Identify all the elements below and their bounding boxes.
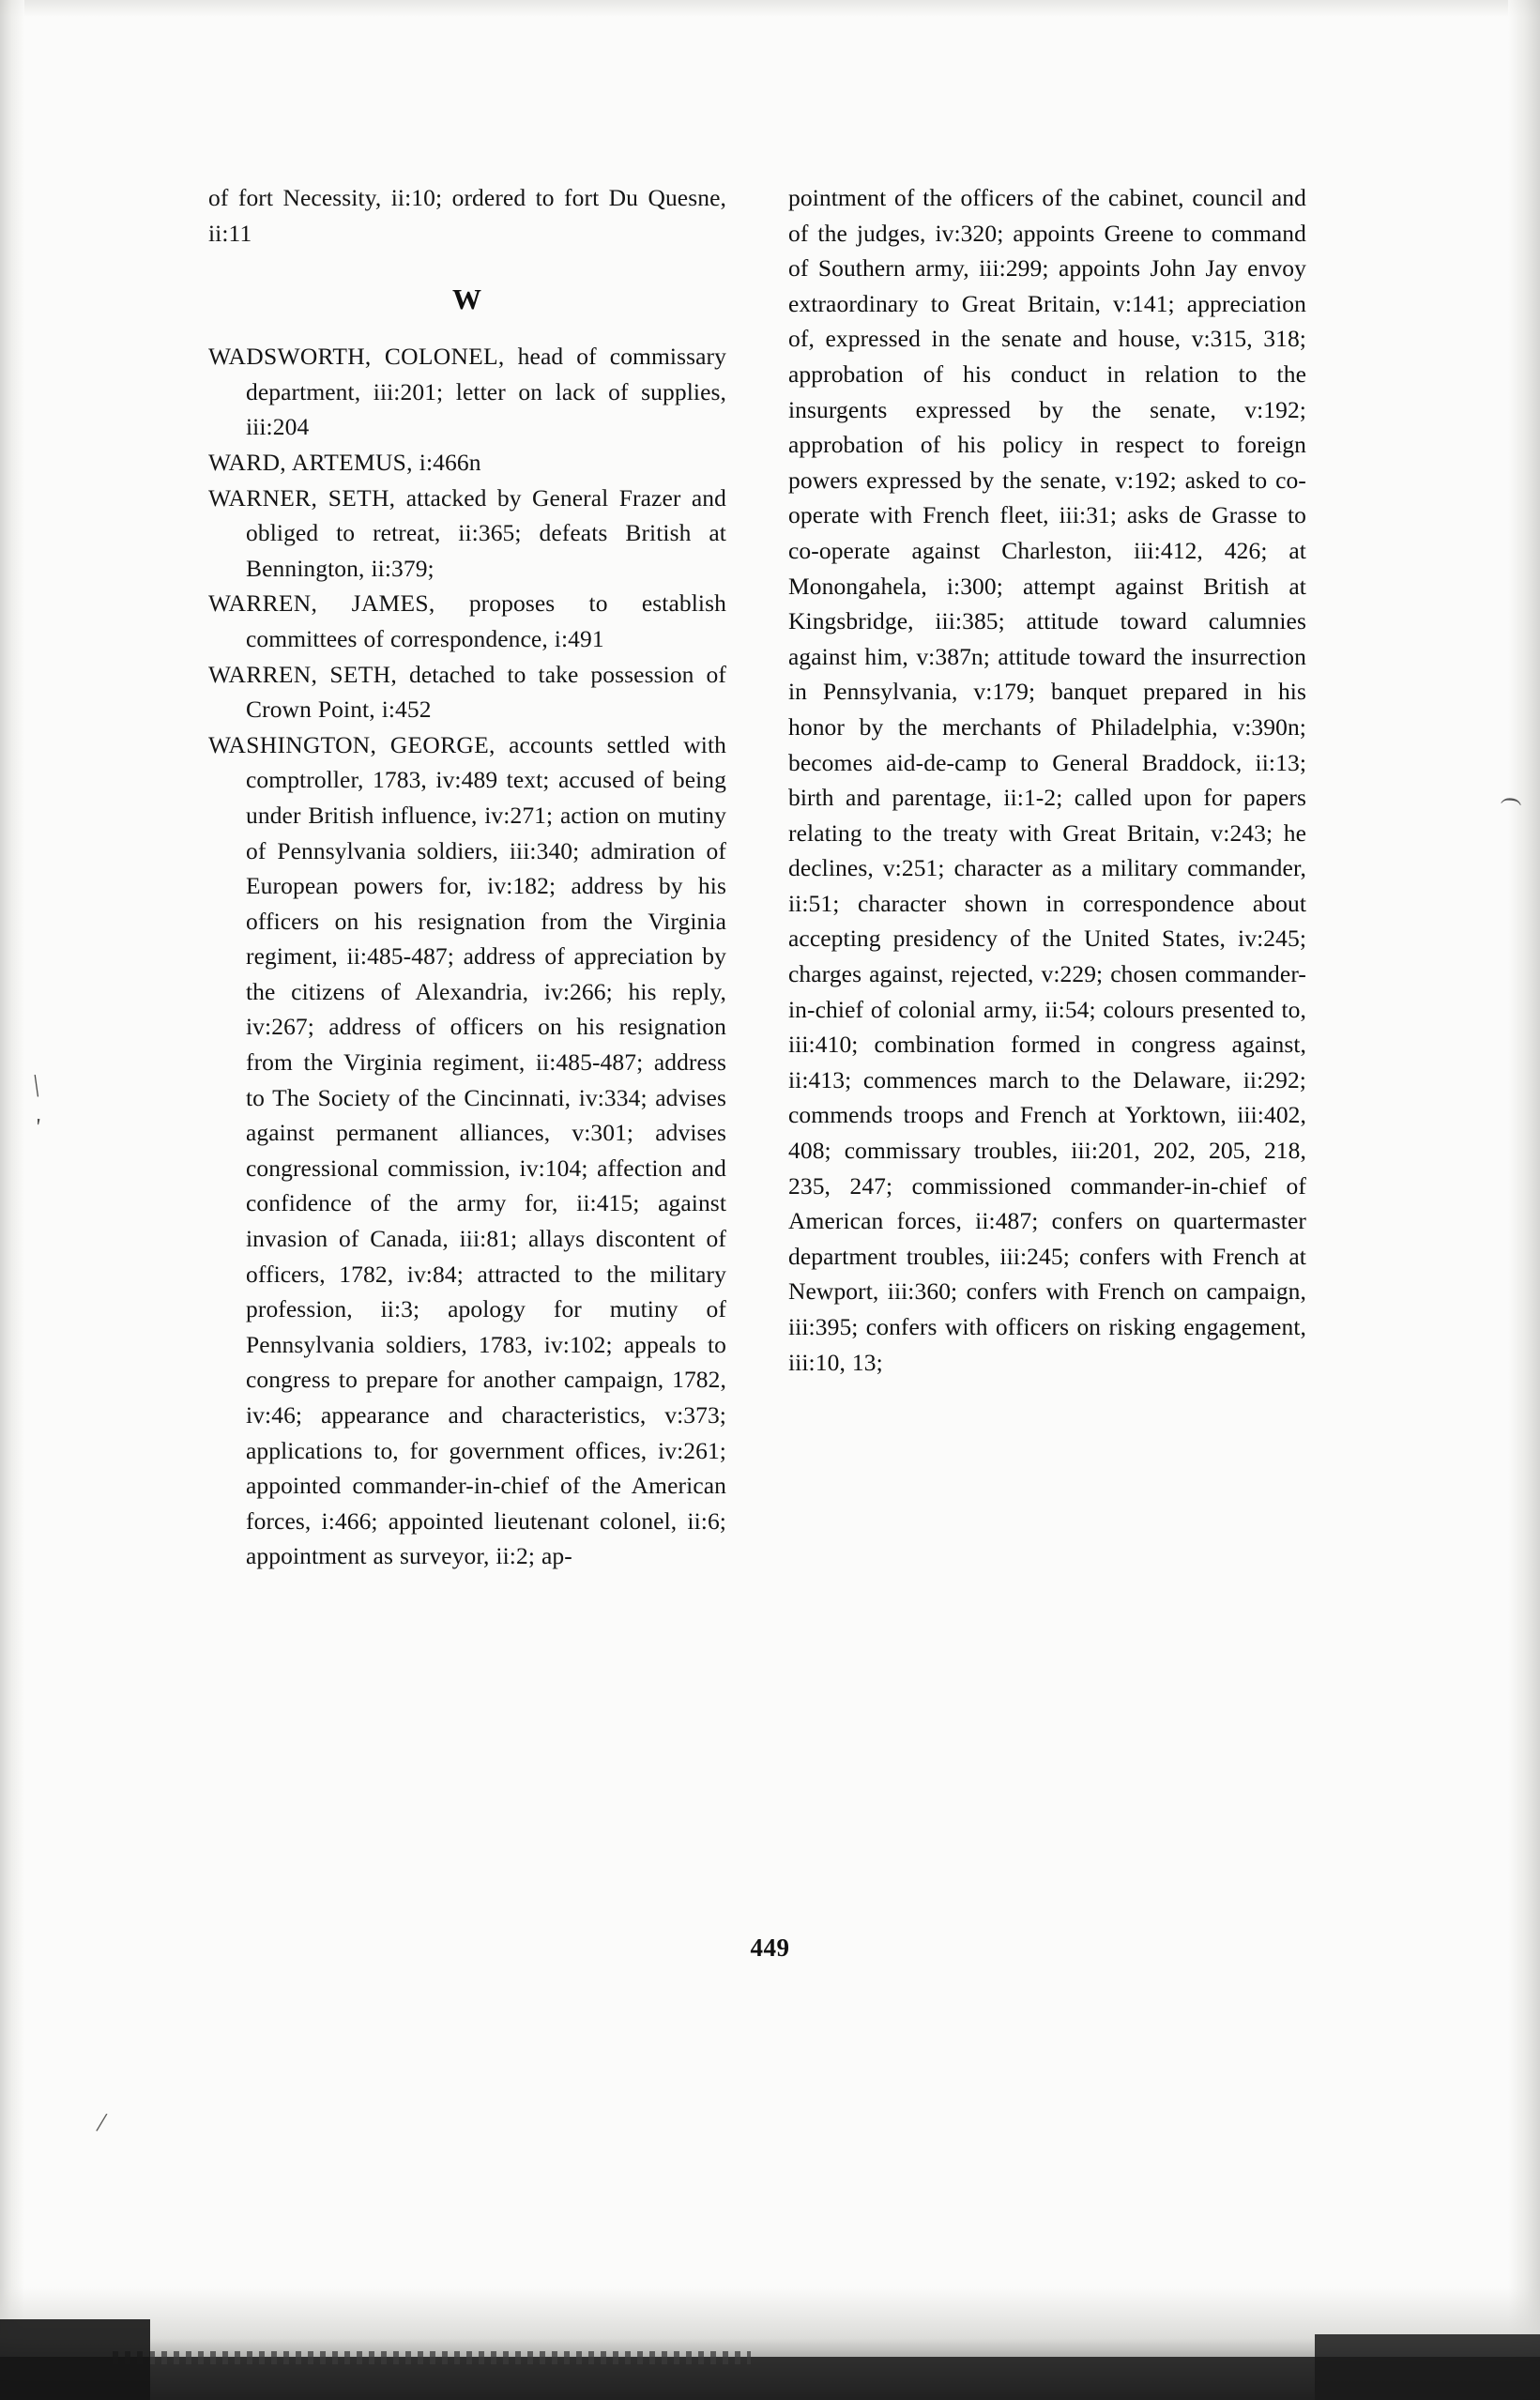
column-left <box>208 180 726 1574</box>
margin-mark-slash: / <box>94 2106 109 2139</box>
section-letter-heading: W <box>452 283 482 316</box>
index-headword: WARD, ARTEMUS, <box>208 448 413 476</box>
index-headword: WARREN, SETH, <box>208 660 397 688</box>
index-entry-warren-seth: WARREN, SETH, detached to take possession of Crown Point, i:452 <box>208 660 726 724</box>
index-headword: WARNER, SETH, <box>208 483 396 512</box>
index-headword: WARREN, JAMES, <box>208 589 435 618</box>
margin-mark-left-2: ' <box>34 1112 42 1141</box>
index-entry-ward: WARD, ARTEMUS, i:466n <box>208 448 481 476</box>
index-headword: WASHINGTON, GEORGE, <box>208 730 496 758</box>
index-entry-warren-james: WARREN, JAMES, proposes to establish committees of correspondence, i:491 <box>208 589 726 652</box>
margin-mark-left: | <box>31 1069 41 1098</box>
index-entry-washington-george: WASHINGTON, GEORGE, accounts settled with comptroller, 1783, iv:489 text; accused of being under British influence, iv:271; action on mutiny of Pennsylvania soldiers, iii:340; admiration of European powers for, iv:182; address by his officers on his resignation from the Virginia regiment, ii:485-487; address of appreciation by the citizens of Alexandria, iv:266; his reply, iv:267; address of officers on his resignation from the Virginia regiment, ii:485-487; address to The Society of the Cincinnati, iv:334; advises against permanent alliances, v:301; advises congressional commission, iv:104; affection and confidence of the army for, ii:415; against invasion of Canada, iii:81; allays discontent of officers, 1782, iv:84; attracted to the military profession, ii:3; apology for mutiny of Pennsylvania soldiers, 1783, iv:102; appeals to congress to prepare for another campaign, 1782, iv:46; appearance and characteristics, v:373; applications to, for government offices, iv:261; appointed commander-in-chief of the American forces, i:466; appointed lieutenant colonel, ii:6; appointment as surveyor, ii:2; ap- <box>208 730 727 1570</box>
index-entry-wadsworth: WADSWORTH, COLONEL, head of commissary department, iii:201; letter on lack of supplies, iii:204 <box>208 343 726 441</box>
margin-mark-right: ( <box>1500 796 1525 806</box>
index-entry-warner: WARNER, SETH, attacked by General Frazer and obliged to retreat, ii:365; defeats British at Bennington, ii:379; <box>208 483 726 582</box>
index-columns <box>208 180 1306 1574</box>
index-entry-washington-continued: pointment of the officers of the cabinet, council and of the judges, iv:320; appoints Greene to command of Southern army, iii:299; appoints John Jay envoy extraordinary to Great Britain, v:141; appreciation of, expressed in the senate and house, v:315, 318; approbation of his conduct in relation to the insurgents expressed by the senate, v:192; approbation of his policy in respect to foreign powers expressed by the senate, v:192; asked to co-operate with French fleet, iii:31; asks de Grasse to co-operate against Charleston, iii:412, 426; at Monongahela, i:300; attempt against British at Kingsbridge, iii:385; attitude toward calumnies against him, v:387n; attitude toward the insurrection in Pennsylvania, v:179; banquet prepared in his honor by the merchants of Philadelphia, v:390n; becomes aid-de-camp to General Braddock, ii:13; birth and parentage, ii:1-2; called upon for papers relating to the treaty with Great Britain, v:243; he declines, v:251; character as a military commander, ii:51; character shown in correspondence about accepting presidency of the United States, iv:245; charges against, rejected, v:229; chosen commander-in-chief of colonial army, ii:54; colours presented to, iii:410; combination formed in congress against, ii:413; commences march to the Delaware, ii:292; commends troops and French at Yorktown, iii:402, 408; commissary troubles, iii:201, 202, 205, 218, 235, 247; commissioned commander-in-chief of American forces, ii:487; confers on quartermaster department troubles, iii:245; confers with French at Newport, iii:360; confers with French on campaign, iii:395; confers with officers on risking engagement, iii:10, 13; <box>788 184 1306 1376</box>
index-headword: WADSWORTH, COLONEL, <box>208 343 505 371</box>
index-entry-continuation: of fort Necessity, ii:10; ordered to fort Du Quesne, ii:11 <box>208 184 726 247</box>
page-number: 449 <box>750 1934 790 1962</box>
column-right <box>788 180 1306 1574</box>
